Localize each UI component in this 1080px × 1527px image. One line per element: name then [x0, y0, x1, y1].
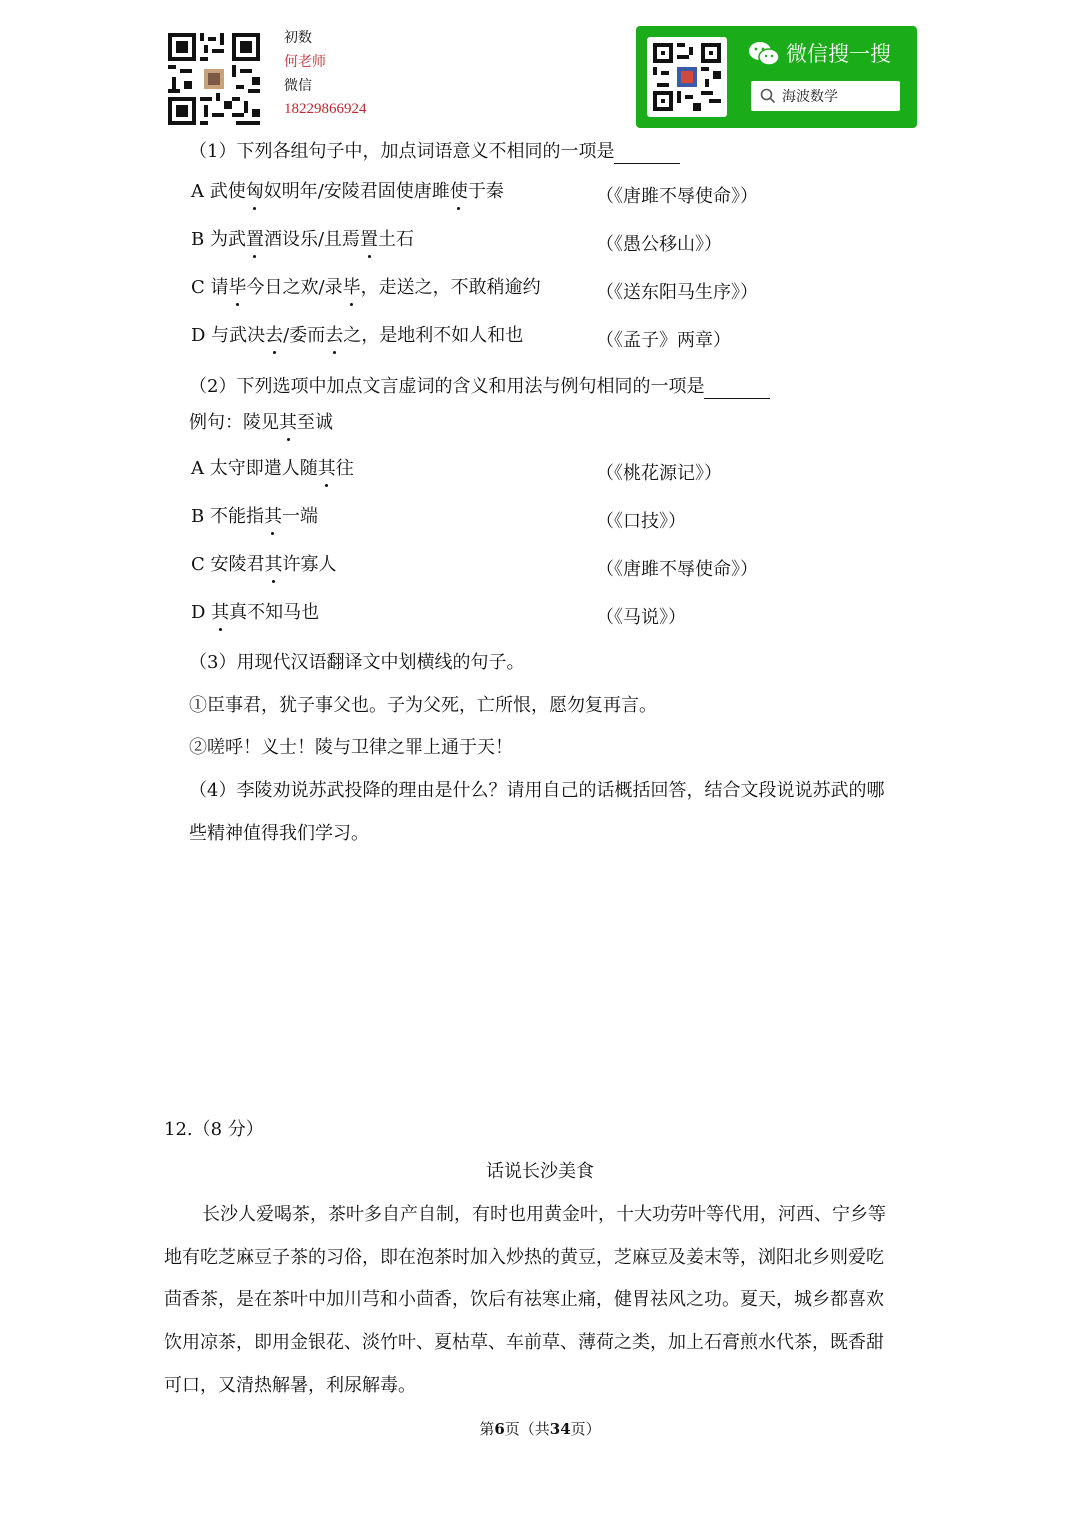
- q1-option-a-source: （《唐雎不辱使命》）: [596, 186, 758, 207]
- q1-answer-blank: [614, 145, 680, 164]
- q1-option-d-source: （《孟子》两章）: [596, 330, 731, 351]
- wechat-search-box[interactable]: [751, 81, 900, 111]
- q1-option-c-source: （《送东阳马生序》）: [596, 282, 758, 303]
- q4-prompt-line2: 些精神值得我们学习。: [189, 823, 369, 844]
- wechat-search-title: 微信搜一搜: [786, 42, 891, 66]
- dotted-char: 置: [360, 229, 379, 250]
- dotted-char: 毕: [228, 277, 247, 298]
- q2-option-b: B 不能指其一端: [191, 506, 318, 527]
- q12-passage-line4: 饮用凉茶，即用金银花、淡竹叶、夏枯草、车前草、薄荷之类，加上石膏煎水代茶，既香甜: [164, 1332, 884, 1353]
- q1-option-c: C 请毕今日之欢/录毕，走送之，不敢稍逾约: [191, 277, 541, 298]
- q3-sentence-2: ②嗟呼！义士！陵与卫律之罪上通于天！: [189, 737, 513, 758]
- q2-option-b-source: （《口技》）: [596, 511, 686, 532]
- q2-answer-blank: [704, 380, 770, 399]
- q1-option-b: B 为武置酒设乐/且焉置土石: [191, 229, 415, 250]
- qr-code-icon: [168, 33, 260, 125]
- contact-phone: 18229866924: [284, 101, 367, 117]
- dotted-char: 其: [263, 506, 282, 527]
- q1-option-d: D 与武决去/委而去之，是地利不如人和也: [191, 325, 524, 346]
- wechat-search-title-row: [748, 40, 891, 68]
- contact-wechat-label: 微信: [284, 78, 312, 94]
- page-total: 34: [549, 1420, 571, 1438]
- page-footer: 第6页（共34页）: [479, 1420, 601, 1438]
- page-number: 6: [494, 1420, 505, 1438]
- dotted-char: 置: [245, 229, 264, 250]
- q12-title: 话说长沙美食: [486, 1161, 594, 1182]
- q2-option-d: D 其真不知马也: [191, 602, 320, 623]
- q3-prompt: （3）用现代汉语翻译文中划横线的句子。: [189, 652, 525, 673]
- q1-prompt: （1）下列各组句子中，加点词语意义不相同的一项是: [189, 141, 615, 162]
- dotted-char: 其: [264, 554, 283, 575]
- q2-option-a: A 太守即遣人随其往: [191, 458, 354, 479]
- q2-prompt-row: [189, 375, 770, 399]
- contact-teacher-name: 何老师: [284, 54, 326, 70]
- q12-passage-line2: 地有吃芝麻豆子茶的习俗，即在泡茶时加入炒热的黄豆，芝麻豆及姜末等，浏阳北乡则爱吃: [164, 1247, 884, 1268]
- q12-number: 12.（8 分）: [164, 1119, 264, 1140]
- wechat-logo-icon: [748, 40, 780, 68]
- q12-passage-line3: 茴香茶，是在茶叶中加川芎和小茴香，饮后有祛寒止痛，健胃祛风之功。夏天，城乡都喜欢: [164, 1289, 884, 1310]
- dotted-char: 其: [279, 412, 297, 433]
- dotted-char: 去: [325, 325, 344, 346]
- q12-passage-line5: 可口，又清热解暑，利尿解毒。: [164, 1375, 416, 1396]
- q2-option-a-source: （《桃花源记》）: [596, 463, 722, 484]
- dotted-char: 去: [265, 325, 284, 346]
- q1-option-a: A 武使匈奴明年/安陵君固使唐雎使于秦: [191, 181, 504, 202]
- dotted-char: 其: [211, 602, 230, 623]
- dotted-char: 其: [317, 458, 336, 479]
- q12-passage-line1: 长沙人爱喝茶，茶叶多自产自制，有时也用黄金叶，十大功劳叶等代用，河西、宁乡等: [202, 1204, 886, 1225]
- q2-prompt: （2）下列选项中加点文言虚词的含义和用法与例句相同的一项是: [189, 376, 705, 397]
- wechat-search-card[interactable]: [636, 26, 917, 128]
- qr-code-teacher: [168, 33, 260, 125]
- dotted-char: 毕: [342, 277, 361, 298]
- q3-sentence-1: ①臣事君，犹子事父也。子为父死，亡所恨，愿勿复再言。: [189, 695, 657, 716]
- qr-code-icon: [653, 43, 721, 111]
- wechat-qr-code: [647, 37, 727, 117]
- search-icon: [760, 88, 776, 104]
- q2-option-d-source: （《马说》）: [596, 607, 686, 628]
- q2-option-c: C 安陵君其许寡人: [191, 554, 337, 575]
- q1-prompt-row: [189, 140, 680, 164]
- dotted-char: 匈: [245, 181, 264, 202]
- wechat-search-text: 海波数学: [782, 89, 838, 105]
- q1-option-b-source: （《愚公移山》）: [596, 234, 722, 255]
- contact-line1: 初数: [284, 30, 312, 46]
- q4-prompt-line1: （4）李陵劝说苏武投降的理由是什么？请用自己的话概括回答，结合文段说说苏武的哪: [189, 780, 885, 801]
- dotted-char: 使: [449, 181, 468, 202]
- q2-example: 例句：陵见其至诚: [189, 412, 333, 433]
- q2-option-c-source: （《唐雎不辱使命》）: [596, 559, 758, 580]
